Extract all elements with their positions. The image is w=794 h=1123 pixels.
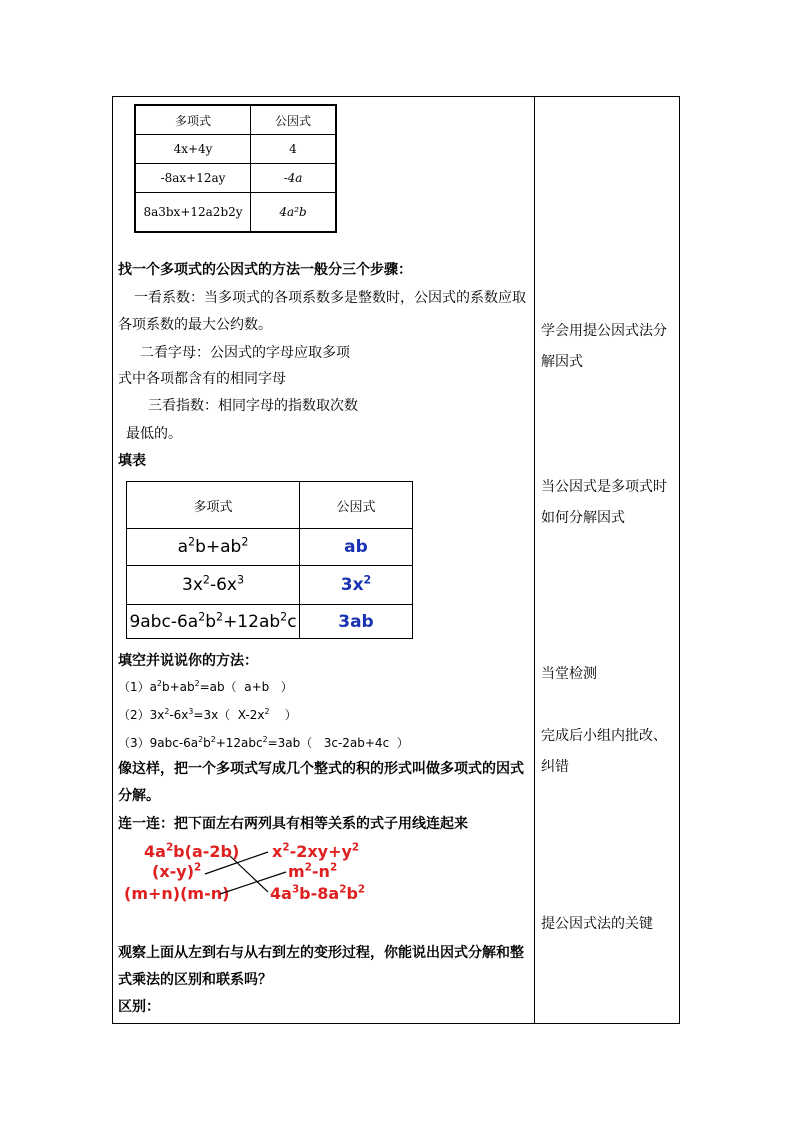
table-cell: $a^2b+ab^2$ [127, 529, 300, 566]
note-line: 纠错 [541, 759, 569, 775]
table-cell: 4a²b [251, 193, 337, 233]
note-line: 解因式 [541, 354, 583, 370]
match-left-3: (m+n)(m-n) [124, 884, 230, 903]
difference-label: 区别： [118, 999, 160, 1015]
table-header-polynomial: 多项式 [135, 105, 251, 135]
note-line: 如何分解因式 [541, 510, 625, 526]
table-cell: $9abc-6a^2b^2+12ab^2c$ [127, 605, 300, 639]
observe-text-cont: 式乘法的区别和联系吗？ [118, 972, 272, 988]
match-right-2: $m^2-n^2$ [288, 861, 338, 881]
match-left-2: $(x-y)^2$ [152, 861, 202, 881]
note-line: 当公因式是多项式时 [541, 479, 667, 495]
note-factoring [541, 316, 667, 378]
fill-blank-item: $(3)9abc-6a^2b^2+12abc^2=3ab$（ 3c-2ab+4c ） [118, 735, 409, 750]
step3-text-cont: 最低的。 [126, 426, 182, 442]
table-cell: 8a3bx+12a2b2y [135, 193, 251, 233]
fill-blank-item: $(2)3x^2-6x^3=3x$（ $X-2x^2$ ） [118, 707, 297, 722]
note-polynomial-factor [541, 472, 667, 534]
definition-text-cont: 分解。 [118, 788, 160, 804]
table-header-common-factor: 公因式 [300, 482, 413, 529]
note-line: 学会用提公因式法分 [541, 323, 667, 339]
definition-text: 像这样，把一个多项式写成几个整式的积的形式叫做多项式的因式 [118, 761, 524, 777]
match-line [205, 852, 268, 874]
table-cell: -8ax+12ay [135, 164, 251, 193]
note-in-class-check: 当堂检测 [541, 666, 597, 682]
fill-blank-title: 填空并说说你的方法： [118, 653, 258, 669]
step2-text: 二看字母：公因式的字母应取多项 [140, 345, 350, 361]
method-heading: 找一个多项式的公因式的方法一般分三个步骤： [118, 262, 412, 278]
table-cell: 4 [251, 135, 337, 164]
table-cell-answer: $3x^2$ [300, 566, 413, 605]
matching-title: 连一连：把下面左右两列具有相等关系的式子用线连起来 [118, 816, 468, 832]
observe-text: 观察上面从左到右与从右到左的变形过程，你能说出因式分解和整 [118, 945, 524, 961]
table-cell: $3x^2-6x^3$ [127, 566, 300, 605]
note-line: 完成后小组内批改、 [541, 728, 667, 744]
match-right-3: $4a^3b-8a^2b^2$ [270, 883, 366, 903]
note-key-point: 提公因式法的关键 [541, 916, 653, 932]
table-cell-answer: ab [300, 529, 413, 566]
table-cell-answer: 3ab [300, 605, 413, 639]
table-header-common-factor: 公因式 [251, 105, 337, 135]
note-group-review [541, 721, 667, 783]
step2-text-cont: 式中各项都含有的相同字母 [118, 371, 286, 387]
fill-blank-item: $(1)a^2b+ab^2=ab$（ a+b ） [118, 679, 293, 694]
table-header-polynomial: 多项式 [127, 482, 300, 529]
step3-text: 三看指数：相同字母的指数取次数 [148, 398, 358, 414]
match-line [230, 856, 268, 892]
table-cell: 4x+4y [135, 135, 251, 164]
fill-table-title: 填表 [118, 453, 146, 469]
step1-text-cont: 各项系数的最大公约数。 [118, 317, 272, 333]
step1-text: 一看系数：当多项式的各项系数多是整数时，公因式的系数应取 [134, 290, 526, 306]
table-cell: -4a [251, 164, 337, 193]
match-line [220, 872, 286, 894]
match-right-1: $x^2-2xy+y^2$ [272, 841, 360, 861]
match-left-1: $4a^2b(a-2b)$ [144, 841, 240, 861]
